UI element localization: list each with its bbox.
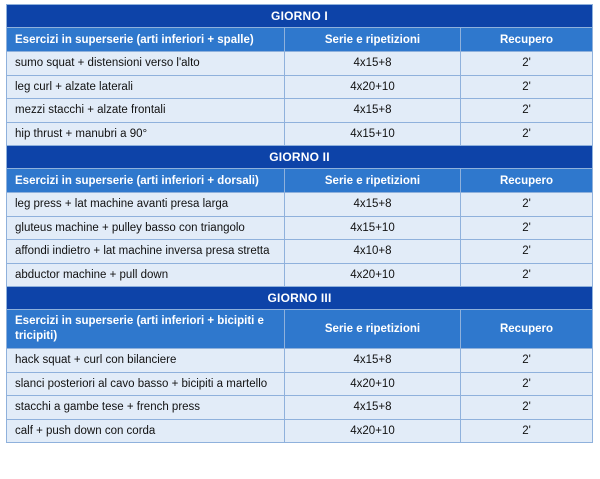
day-3-title-row [7, 287, 593, 310]
table-row [7, 396, 593, 420]
sets-reps-cell: 4x15+8 [285, 52, 461, 76]
sets-reps-cell: 4x15+10 [285, 122, 461, 146]
table-row [7, 419, 593, 443]
sets-reps-cell: 4x15+8 [285, 349, 461, 373]
sets-reps-cell: 4x20+10 [285, 372, 461, 396]
exercise-column-header: Esercizi in superserie (arti inferiori + bicipiti e tricipiti) [7, 310, 285, 349]
day-2-title-row [7, 146, 593, 169]
day-1-title-row [7, 5, 593, 28]
day-2-header-row [7, 169, 593, 193]
exercise-cell: abductor machine + pull down [7, 263, 285, 287]
rest-cell: 2' [461, 349, 593, 373]
sets-reps-cell: 4x15+8 [285, 193, 461, 217]
day-title: GIORNO III [7, 287, 593, 310]
day-title: GIORNO II [7, 146, 593, 169]
rest-column-header: Recupero [461, 169, 593, 193]
table-row [7, 75, 593, 99]
rest-cell: 2' [461, 216, 593, 240]
table-row [7, 122, 593, 146]
rest-cell: 2' [461, 193, 593, 217]
exercise-cell: hip thrust + manubri a 90° [7, 122, 285, 146]
rest-cell: 2' [461, 75, 593, 99]
sets-reps-cell: 4x20+10 [285, 75, 461, 99]
sets-reps-cell: 4x15+8 [285, 99, 461, 123]
exercise-cell: sumo squat + distensioni verso l'alto [7, 52, 285, 76]
table-row [7, 349, 593, 373]
rest-cell: 2' [461, 240, 593, 264]
rest-cell: 2' [461, 372, 593, 396]
sets-reps-column-header: Serie e ripetizioni [285, 310, 461, 349]
rest-column-header: Recupero [461, 28, 593, 52]
table-row [7, 372, 593, 396]
sets-reps-cell: 4x15+8 [285, 396, 461, 420]
sets-reps-column-header: Serie e ripetizioni [285, 28, 461, 52]
sets-reps-cell: 4x15+10 [285, 216, 461, 240]
table-row [7, 240, 593, 264]
workout-table [6, 4, 593, 443]
exercise-cell: leg press + lat machine avanti presa larga [7, 193, 285, 217]
exercise-column-header: Esercizi in superserie (arti inferiori + dorsali) [7, 169, 285, 193]
day-1-header-row [7, 28, 593, 52]
exercise-cell: calf + push down con corda [7, 419, 285, 443]
sets-reps-cell: 4x20+10 [285, 263, 461, 287]
table-row [7, 216, 593, 240]
rest-cell: 2' [461, 396, 593, 420]
rest-cell: 2' [461, 52, 593, 76]
table-row [7, 193, 593, 217]
day-3-header-row [7, 310, 593, 349]
rest-cell: 2' [461, 99, 593, 123]
sets-reps-column-header: Serie e ripetizioni [285, 169, 461, 193]
rest-cell: 2' [461, 263, 593, 287]
exercise-cell: mezzi stacchi + alzate frontali [7, 99, 285, 123]
sets-reps-cell: 4x10+8 [285, 240, 461, 264]
exercise-cell: affondi indietro + lat machine inversa presa stretta [7, 240, 285, 264]
exercise-cell: gluteus machine + pulley basso con triangolo [7, 216, 285, 240]
table-row [7, 52, 593, 76]
table-row [7, 99, 593, 123]
exercise-cell: hack squat + curl con bilanciere [7, 349, 285, 373]
exercise-column-header: Esercizi in superserie (arti inferiori + spalle) [7, 28, 285, 52]
sets-reps-cell: 4x20+10 [285, 419, 461, 443]
rest-column-header: Recupero [461, 310, 593, 349]
rest-cell: 2' [461, 419, 593, 443]
table-row [7, 263, 593, 287]
rest-cell: 2' [461, 122, 593, 146]
exercise-cell: leg curl + alzate laterali [7, 75, 285, 99]
exercise-cell: slanci posteriori al cavo basso + bicipiti a martello [7, 372, 285, 396]
exercise-cell: stacchi a gambe tese + french press [7, 396, 285, 420]
day-title: GIORNO I [7, 5, 593, 28]
